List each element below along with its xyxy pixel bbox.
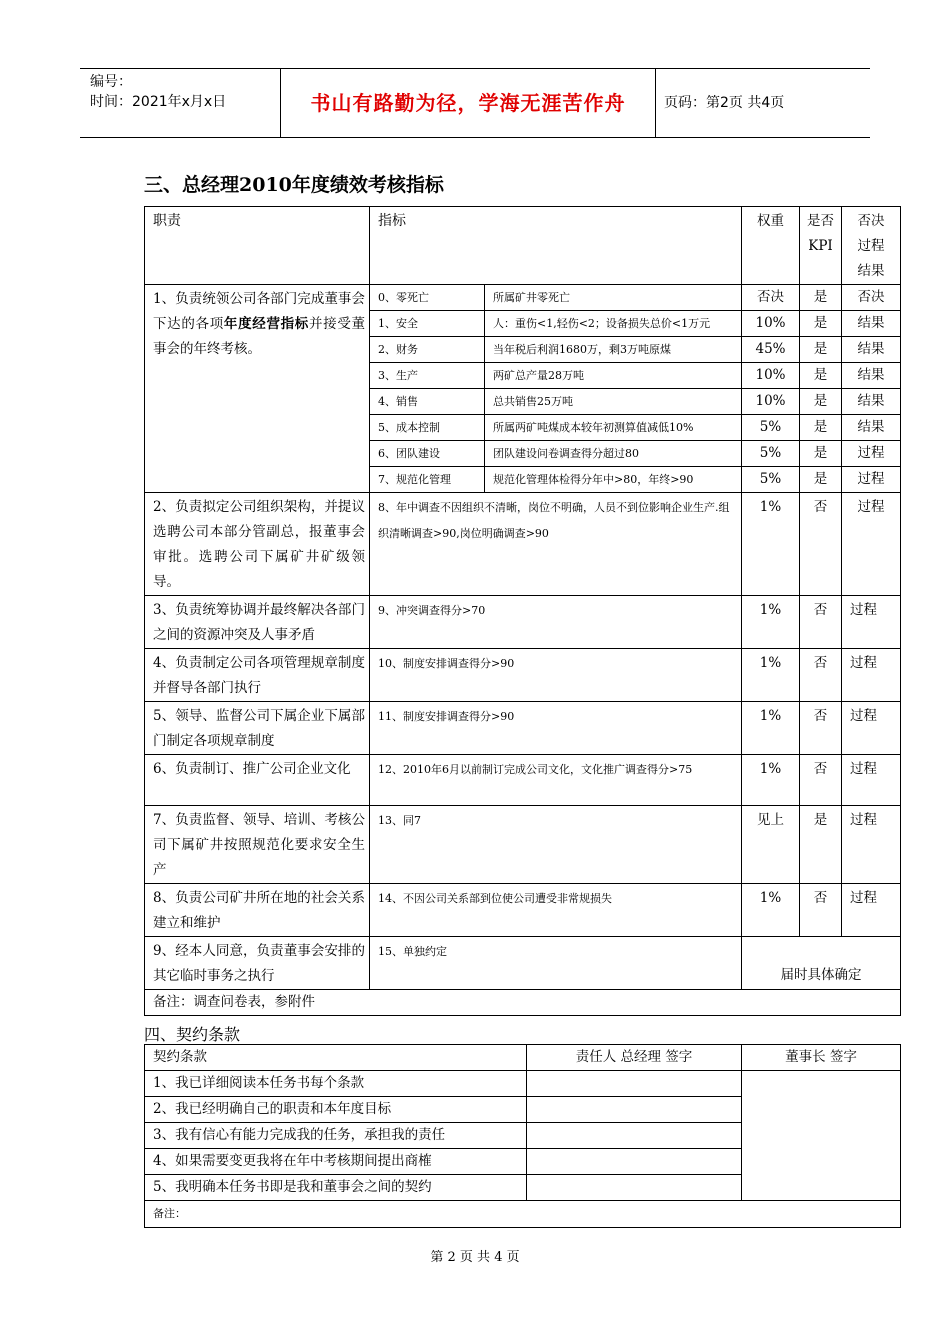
indicator-weight: 5% bbox=[742, 441, 800, 467]
indicator-type: 过程 bbox=[842, 806, 901, 884]
indicator-type: 结果 bbox=[842, 363, 901, 389]
kpi-header-row bbox=[145, 207, 901, 285]
indicator-weight: 45% bbox=[742, 337, 800, 363]
table-row bbox=[145, 806, 901, 884]
indicator-cell: 13、同7 bbox=[370, 806, 742, 884]
clause-text: 1、我已详细阅读本任务书每个条款 bbox=[145, 1071, 527, 1097]
table-row bbox=[145, 1201, 901, 1228]
table-row bbox=[145, 937, 901, 990]
indicator-type: 结果 bbox=[842, 337, 901, 363]
contract-header-row bbox=[145, 1045, 901, 1071]
indicator-cell: 10、制度安排调查得分>90 bbox=[370, 649, 742, 702]
document-number-label: 编号： bbox=[90, 74, 132, 90]
indicator-type: 过程 bbox=[842, 755, 901, 806]
duty-cell: 9、经本人同意，负责董事会安排的其它临时事务之执行 bbox=[145, 937, 370, 990]
indicator-type: 过程 bbox=[842, 441, 901, 467]
indicator-kpi: 是 bbox=[800, 285, 842, 311]
indicator-weight: 否决 bbox=[742, 285, 800, 311]
indicator-name: 4、销售 bbox=[370, 389, 485, 415]
indicator-name: 2、财务 bbox=[370, 337, 485, 363]
header-signer: 责任人 总经理 签字 bbox=[527, 1045, 742, 1071]
section-4-title: 四、契约条款 bbox=[144, 1025, 241, 1044]
indicator-kpi: 否 bbox=[800, 755, 842, 806]
section-3-title: 三、总经理2010年度绩效考核指标 bbox=[144, 174, 444, 196]
indicator-name: 7、规范化管理 bbox=[370, 467, 485, 493]
signer-signature-cell bbox=[527, 1097, 742, 1123]
table-row bbox=[145, 596, 901, 649]
signer-signature-cell bbox=[527, 1149, 742, 1175]
clause-text: 2、我已经明确自己的职责和本年度目标 bbox=[145, 1097, 527, 1123]
indicator-weight: 1% bbox=[742, 493, 800, 596]
chairman-signature-cell bbox=[742, 1071, 901, 1201]
duty-cell-1 bbox=[145, 285, 370, 493]
table-row bbox=[145, 702, 901, 755]
duty-cell: 3、负责统筹协调并最终解决各部门之间的资源冲突及人事矛盾 bbox=[145, 596, 370, 649]
contract-table bbox=[144, 1044, 901, 1228]
duty-cell: 4、负责制定公司各项管理规章制度并督导各部门执行 bbox=[145, 649, 370, 702]
table-row bbox=[145, 649, 901, 702]
indicator-type: 结果 bbox=[842, 311, 901, 337]
clause-text: 5、我明确本任务书即是我和董事会之间的契约 bbox=[145, 1175, 527, 1201]
duty-emphasis: 年度经营指标 bbox=[223, 316, 309, 332]
indicator-type: 否决 bbox=[842, 285, 901, 311]
indicator-cell: 14、不因公司关系部到位使公司遭受非常规损失 bbox=[370, 884, 742, 937]
indicator-type: 过程 bbox=[842, 649, 901, 702]
duty-text: 并接受董事会的年终考核。 bbox=[153, 316, 366, 357]
duty-cell: 6、负责制订、推广公司企业文化 bbox=[145, 755, 370, 806]
indicator-weight: 1% bbox=[742, 884, 800, 937]
indicator-target: 所属两矿吨煤成本较年初测算值减低10% bbox=[485, 415, 742, 441]
indicator-type: 过程 bbox=[842, 884, 901, 937]
header-chairman: 董事长 签字 bbox=[742, 1045, 901, 1071]
indicator-cell: 11、制度安排调查得分>90 bbox=[370, 702, 742, 755]
table-row bbox=[145, 884, 901, 937]
indicator-weight: 10% bbox=[742, 311, 800, 337]
indicator-type: 过程 bbox=[842, 467, 901, 493]
clause-text: 4、如果需要变更我将在年中考核期间提出商榷 bbox=[145, 1149, 527, 1175]
kpi-table bbox=[144, 206, 901, 1016]
indicator-name: 1、安全 bbox=[370, 311, 485, 337]
clause-text: 3、我有信心有能力完成我的任务，承担我的责任 bbox=[145, 1123, 527, 1149]
indicator-kpi: 否 bbox=[800, 596, 842, 649]
indicator-kpi: 是 bbox=[800, 311, 842, 337]
header-duty: 职责 bbox=[145, 207, 370, 285]
indicator-kpi: 是 bbox=[800, 806, 842, 884]
table-row bbox=[145, 1071, 901, 1097]
indicator-kpi: 是 bbox=[800, 415, 842, 441]
indicator-target: 人：重伤<1,轻伤<2；设备损失总价<1万元 bbox=[485, 311, 742, 337]
indicator-type: 过程 bbox=[842, 702, 901, 755]
indicator-type: 结果 bbox=[842, 415, 901, 441]
document-date-label: 时间：2021年x月x日 bbox=[90, 94, 227, 110]
header-weight: 权重 bbox=[742, 207, 800, 285]
header-clause: 契约条款 bbox=[145, 1045, 527, 1071]
indicator-target: 两矿总产量28万吨 bbox=[485, 363, 742, 389]
indicator-weight: 5% bbox=[742, 467, 800, 493]
table-row bbox=[145, 755, 901, 806]
indicator-type: 过程 bbox=[842, 493, 901, 596]
signer-signature-cell bbox=[527, 1123, 742, 1149]
indicator-kpi: 是 bbox=[800, 389, 842, 415]
signer-signature-cell bbox=[527, 1071, 742, 1097]
table-row bbox=[145, 285, 901, 311]
table-row bbox=[145, 990, 901, 1016]
indicator-target: 规范化管理体检得分年中>80，年终>90 bbox=[485, 467, 742, 493]
indicator-target: 团队建设问卷调查得分超过80 bbox=[485, 441, 742, 467]
page-header bbox=[80, 68, 870, 138]
indicator-kpi: 是 bbox=[800, 441, 842, 467]
header-motto: 书山有路勤为径，学海无涯苦作舟 bbox=[280, 69, 656, 137]
indicator-name: 5、成本控制 bbox=[370, 415, 485, 441]
contract-remark: 备注： bbox=[145, 1201, 901, 1228]
indicator-target: 总共销售25万吨 bbox=[485, 389, 742, 415]
header-veto: 否决过程结果 bbox=[842, 207, 901, 285]
header-meta bbox=[90, 72, 226, 112]
indicator-type: 结果 bbox=[842, 389, 901, 415]
indicator-target: 当年税后利润1680万，剩3万吨原煤 bbox=[485, 337, 742, 363]
indicator-kpi: 否 bbox=[800, 884, 842, 937]
indicator-weight: 5% bbox=[742, 415, 800, 441]
duty-text: 1、负责统领公司各部门完成董事会下达的各项 bbox=[153, 291, 365, 332]
signer-signature-cell bbox=[527, 1175, 742, 1201]
indicator-weight: 1% bbox=[742, 596, 800, 649]
indicator-weight: 10% bbox=[742, 363, 800, 389]
to-be-determined-cell: 届时具体确定 bbox=[742, 937, 901, 990]
remark-cell: 备注：调查问卷表，参附件 bbox=[145, 990, 901, 1016]
indicator-kpi: 否 bbox=[800, 649, 842, 702]
indicator-kpi: 是 bbox=[800, 337, 842, 363]
indicator-weight: 1% bbox=[742, 649, 800, 702]
table-row bbox=[145, 493, 901, 596]
header-indicator: 指标 bbox=[370, 207, 742, 285]
indicator-cell: 9、冲突调查得分>70 bbox=[370, 596, 742, 649]
indicator-kpi: 否 bbox=[800, 493, 842, 596]
indicator-name: 6、团队建设 bbox=[370, 441, 485, 467]
duty-cell: 2、负责拟定公司组织架构，并提议选聘公司本部分管副总，报董事会审批。选聘公司下属矿井矿级领导。 bbox=[145, 493, 370, 596]
indicator-cell: 12、2010年6月以前制订完成公司文化，文化推广调查得分>75 bbox=[370, 755, 742, 806]
indicator-cell: 8、年中调查不因组织不清晰，岗位不明确，人员不到位影响企业生产.组织清晰调查>90,岗位明确调查>90 bbox=[370, 493, 742, 596]
indicator-weight: 见上 bbox=[742, 806, 800, 884]
indicator-name: 3、生产 bbox=[370, 363, 485, 389]
duty-cell: 8、负责公司矿井所在地的社会关系建立和维护 bbox=[145, 884, 370, 937]
header-kpi: 是否KPI bbox=[800, 207, 842, 285]
duty-cell: 5、领导、监督公司下属企业下属部门制定各项规章制度 bbox=[145, 702, 370, 755]
header-page-label: 页码：第2页 共4页 bbox=[664, 95, 785, 111]
indicator-kpi: 否 bbox=[800, 702, 842, 755]
indicator-target: 所属矿井零死亡 bbox=[485, 285, 742, 311]
page-footer: 第 2 页 共 4 页 bbox=[430, 1250, 520, 1265]
indicator-name: 0、零死亡 bbox=[370, 285, 485, 311]
duty-cell: 7、负责监督、领导、培训、考核公司下属矿井按照规范化要求安全生产 bbox=[145, 806, 370, 884]
indicator-type: 过程 bbox=[842, 596, 901, 649]
indicator-weight: 1% bbox=[742, 755, 800, 806]
indicator-kpi: 是 bbox=[800, 363, 842, 389]
indicator-weight: 10% bbox=[742, 389, 800, 415]
indicator-cell: 15、单独约定 bbox=[370, 937, 742, 990]
indicator-kpi: 是 bbox=[800, 467, 842, 493]
indicator-weight: 1% bbox=[742, 702, 800, 755]
